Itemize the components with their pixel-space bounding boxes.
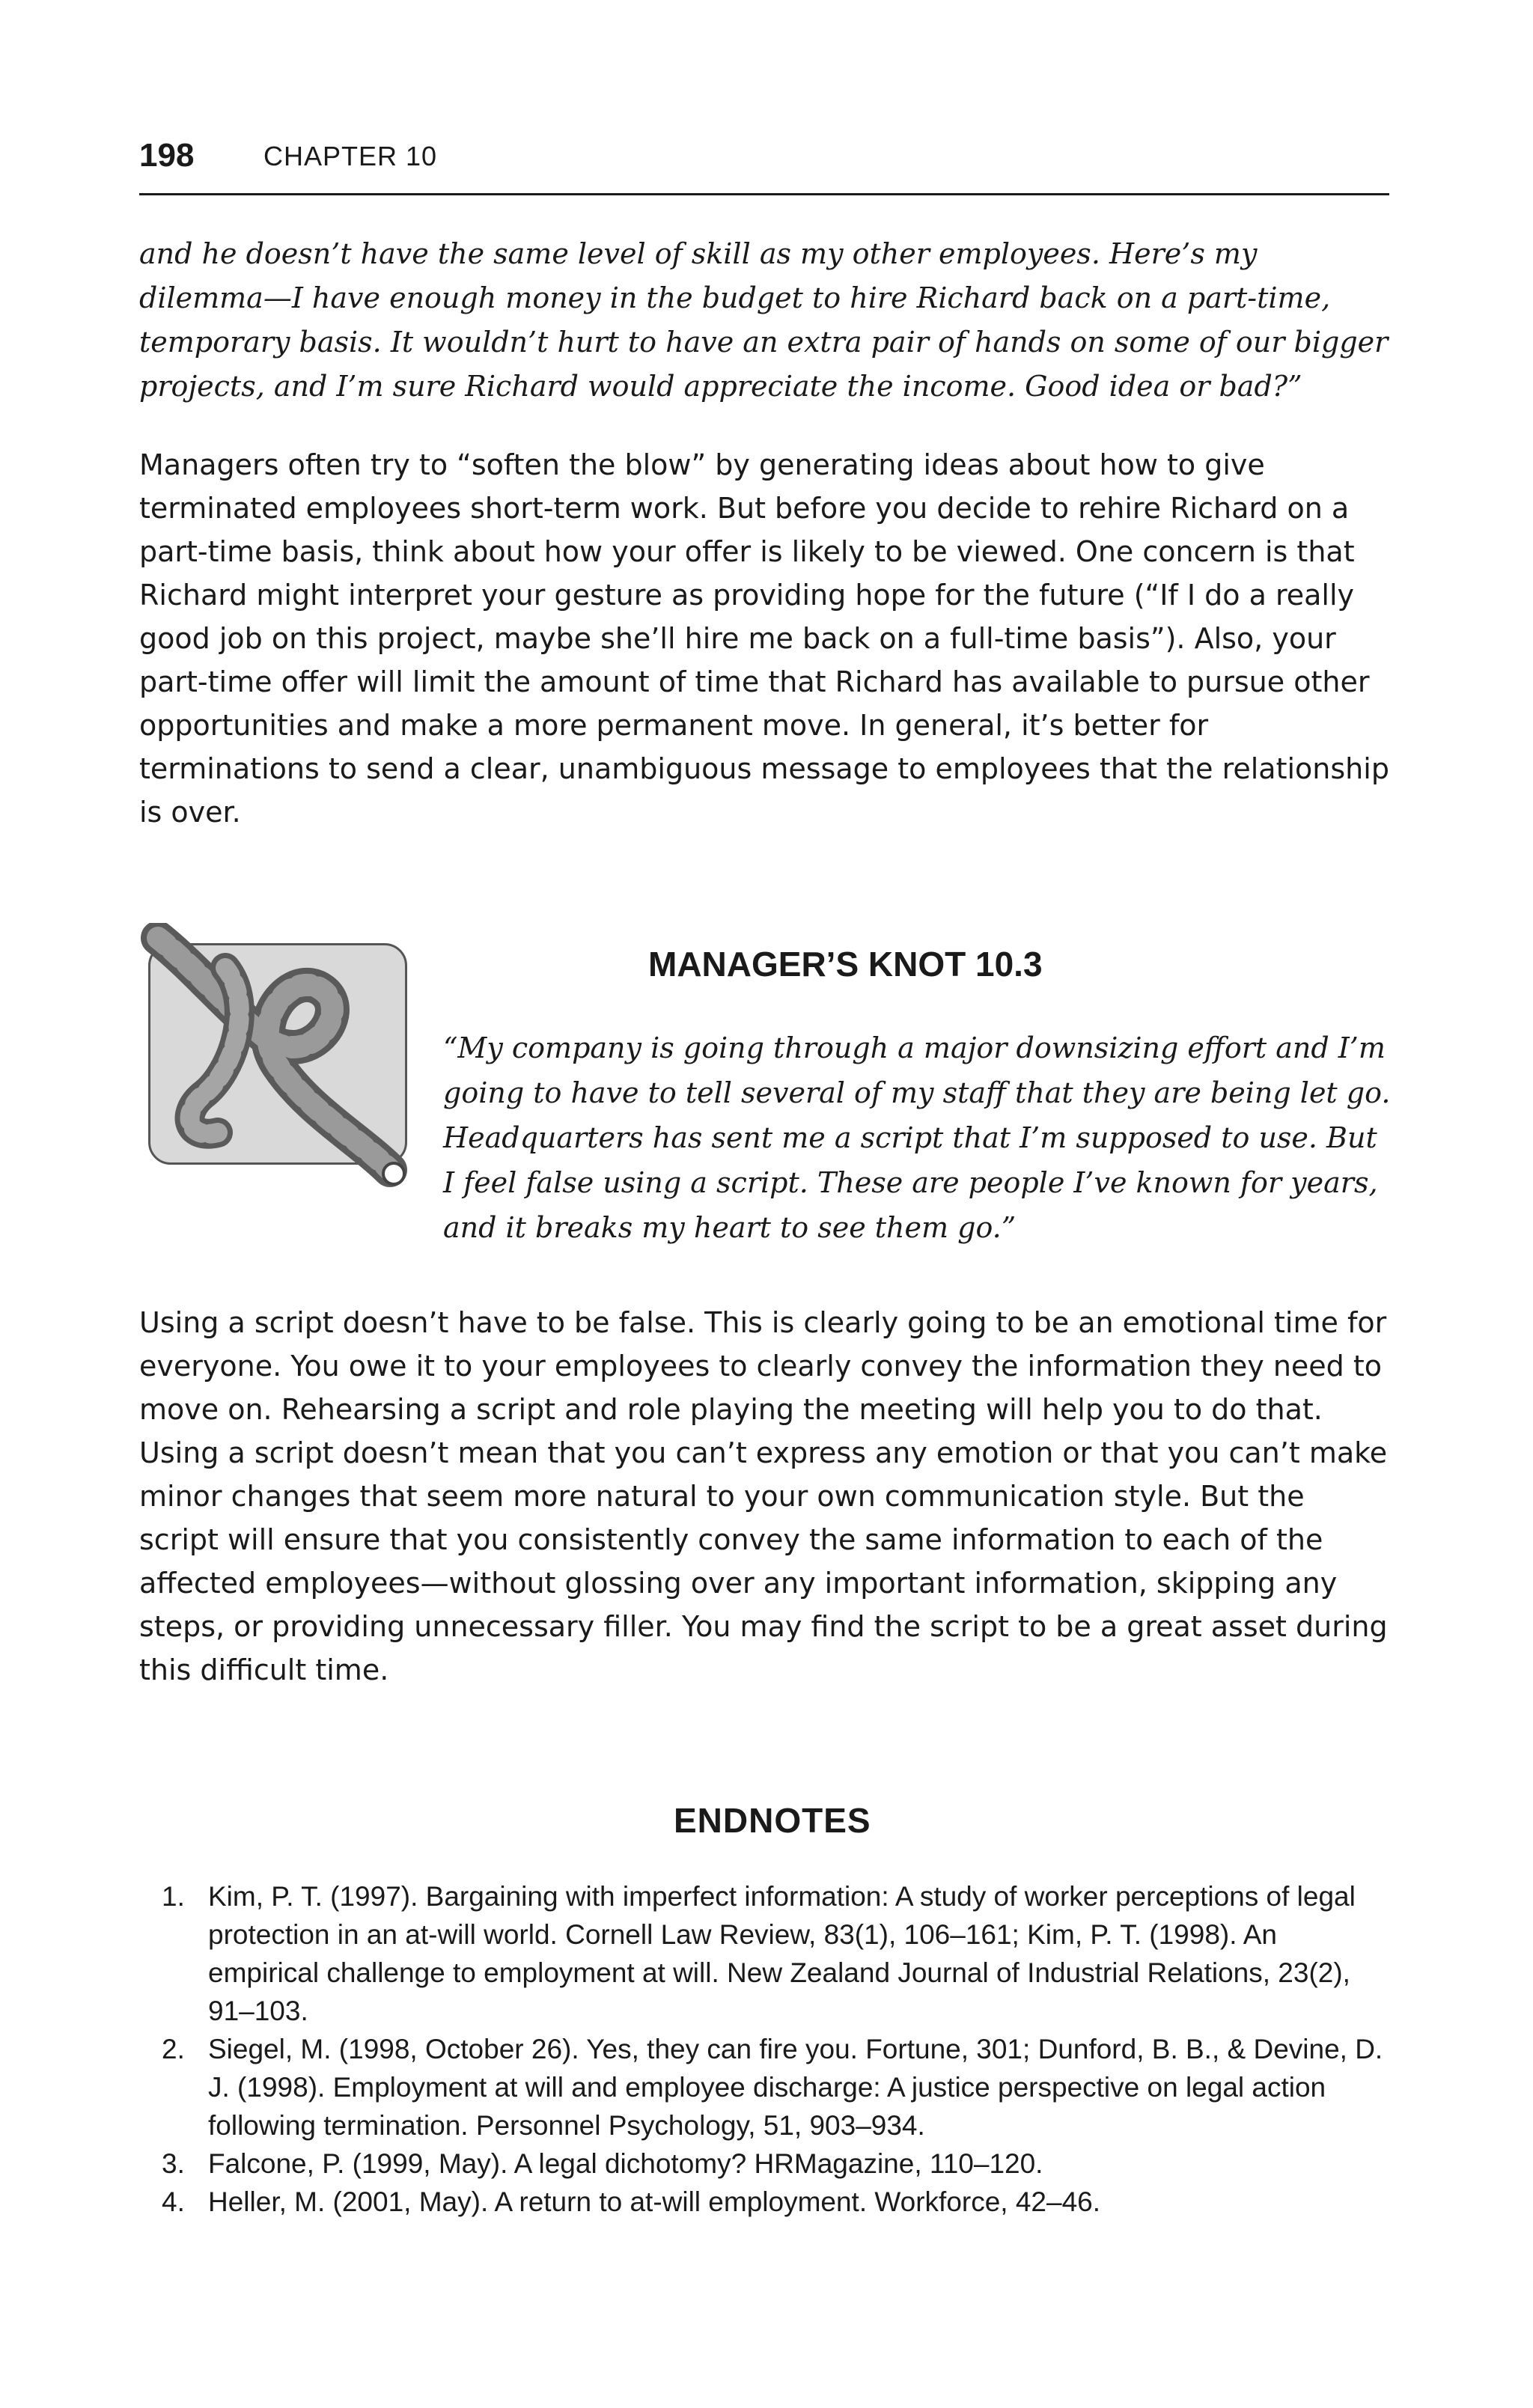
endnotes-list xyxy=(139,1877,1389,2221)
endnote-number: 4. xyxy=(162,2186,185,2217)
knot-title: MANAGER’S KNOT 10.3 xyxy=(648,945,1043,984)
endnote-number: 3. xyxy=(162,2148,185,2179)
endnote-text: Siegel, M. (1998, October 26). Yes, they can fire you. Fortune, 301; Dunford, B. B., & Devine, D. J. (1998). Employment at will and employee discharge: A justice perspective on legal action following termination. Personnel Psychology, 51, 903–934. xyxy=(208,2034,1383,2141)
rope-knot-illustration xyxy=(135,923,435,1192)
endnote-item xyxy=(139,2183,1389,2221)
endnote-text: Kim, P. T. (1997). Bargaining with imperfect information: A study of worker perceptions of legal protection in an at-will world. Cornell Law Review, 83(1), 106–161; Kim, P. T. (1998). An empirical challenge to employment at will. New Zealand Journal of Industrial Relations, 23(2), 91–103. xyxy=(208,1881,1356,2026)
page-header xyxy=(139,133,1389,195)
quote-continuation: and he doesn’t have the same level of skill as my other employees. Here’s my dilemma—I have enough money in the budget to hire Richard back on a part-time, temporary basis. It wouldn’t hurt to have an extra pair of hands on some of our bigger projects, and I’m sure Richard would appreciate the income. Good idea or bad?” xyxy=(139,237,1389,403)
endnote-item xyxy=(139,2030,1389,2145)
body-paragraph-2: Using a script doesn’t have to be false. This is clearly going to be an emotional time for everyone. You owe it to your employees to clearly convey the information they need to move on. Rehearsing a script and role playing the meeting will help you to do that. Using a script doesn’t mean that you can’t express any emotion or that you can’t make minor changes that seem more natural to your own communication style. But the script will ensure that you consistently convey the same information to each of the affected employees—without glossing over any important information, skipping any steps, or providing unnecessary filler. You may find the script to be a great asset during this difficult time. xyxy=(139,1306,1388,1686)
endnote-number: 2. xyxy=(162,2034,185,2064)
rope-knot-icon xyxy=(148,943,407,1165)
endnote-item xyxy=(139,2145,1389,2183)
endnote-text: Falcone, P. (1999, May). A legal dichotomy? HRMagazine, 110–120. xyxy=(208,2148,1043,2179)
page-number: 198 xyxy=(139,137,195,174)
body-paragraph-1: Managers often try to “soften the blow” by generating ideas about how to give terminated employees short-term work. But before you decide to rehire Richard on a part-time basis, think about how your offer is likely to be viewed. One concern is that Richard might interpret your gesture as providing hope for the future (“If I do a really good job on this project, maybe she’ll hire me back on a full-time basis”). Also, your part-time offer will limit the amount of time that Richard has available to pursue other opportunities and make a more permanent move. In general, it’s better for terminations to send a clear, unambiguous message to employees that the relationship is over. xyxy=(139,448,1389,829)
endnotes-heading: ENDNOTES xyxy=(674,1801,871,1840)
endnote-number: 1. xyxy=(162,1881,185,1912)
chapter-label: CHAPTER 10 xyxy=(263,141,438,171)
knot-quote: “My company is going through a major downsizing effort and I’m going to have to tell several of my staff that they are being let go. Headquarters has sent me a script that I’m supposed to use. But I feel false using a script. These are people I’ve known for years, and it breaks my heart to see them go.” xyxy=(443,1031,1391,1244)
endnote-text: Heller, M. (2001, May). A return to at-will employment. Workforce, 42–46. xyxy=(208,2186,1101,2217)
endnote-item xyxy=(139,1877,1389,2030)
